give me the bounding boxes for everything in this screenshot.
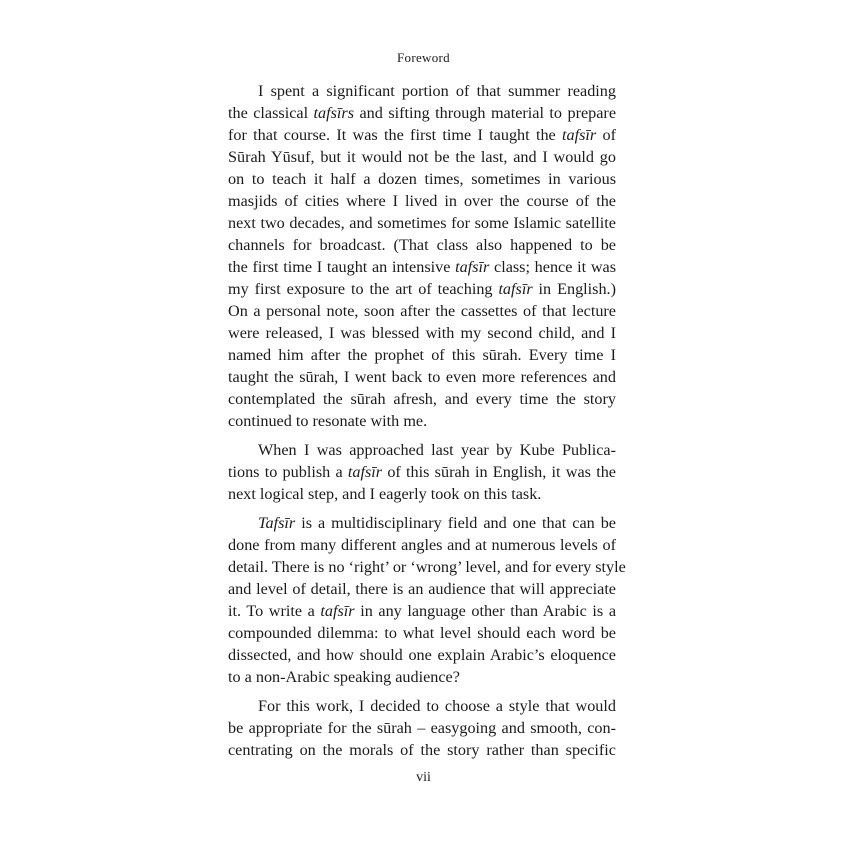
text-line [228,212,616,234]
text-line [228,717,616,739]
text-run: compounded dilemma: to what level should each word be [228,624,616,642]
text-line [228,534,616,556]
text-line [228,124,616,146]
text-run: and level of detail, there is an audience that will appreciate [228,580,616,598]
italic-term: tafsīr [347,463,383,481]
italic-term: Tafsīr [258,514,296,532]
text-run: masjids of cities where I lived in over the course of the [228,192,616,210]
text-run: continued to resonate with me. [228,412,428,430]
text-run: in any language other than Arabic is a [354,602,616,620]
text-run: Sūrah Yūsuf, but it would not be the last, and I would go [228,148,616,166]
text-run: to a non-Arabic speaking audience? [228,668,460,686]
page-number: vii [416,770,431,785]
text-line [228,388,616,410]
text-line [228,695,616,717]
text-run: When I was approached last year by Kube Publica- [258,441,616,459]
running-head: Foreword [397,50,450,65]
text-run: the classical [228,104,314,122]
text-run: class; hence it was [489,258,616,276]
italic-term: tafsīr [498,280,533,298]
text-run: taught the sūrah, I went back to even more references and [228,368,616,386]
text-run: contemplated the sūrah afresh, and every time the story [228,390,616,408]
italic-term: tafsīrs [313,104,355,122]
text-line [228,739,616,761]
text-line [228,512,616,534]
text-run: tions to publish a [228,463,348,481]
text-line [228,190,616,212]
text-run: I spent a significant portion of that summer reading [258,82,616,100]
text-line [228,146,616,168]
text-run: in English.) [532,280,616,298]
text-run: of this sūrah in English, it was the [382,463,616,481]
text-run: For this work, I decided to choose a style that would [258,697,616,715]
text-run: be appropriate for the sūrah – easygoing and smooth, con- [228,719,616,737]
text-line [228,410,616,432]
text-run: next two decades, and sometimes for some Islamic satellite [228,214,616,232]
text-run: for that course. It was the first time I taught the [228,126,563,144]
body-text [228,80,626,768]
text-run: it. To write a [228,602,321,620]
text-run: were released, I was blessed with my second child, and I [228,324,616,342]
text-line [228,366,616,388]
paragraph [228,695,616,761]
text-line [228,278,616,300]
italic-term: tafsīr [455,258,490,276]
text-run: channels for broadcast. (That class also happened to be [228,236,616,254]
text-line [228,168,616,190]
text-line [228,439,616,461]
paragraph [228,80,616,432]
text-line [228,344,616,366]
text-run: named him after the prophet of this sūrah. Every time I [228,346,616,364]
text-run: of [596,126,616,144]
text-line [228,622,616,644]
text-line [228,644,616,666]
text-run: On a personal note, soon after the cassettes of that lecture [228,302,616,320]
text-run: done from many different angles and at numerous levels of [228,536,616,554]
text-run: next logical step, and I eagerly took on this task. [228,485,542,503]
text-line [228,300,616,322]
italic-term: tafsīr [320,602,355,620]
text-run: dissected, and how should one explain Arabic’s eloquence [228,646,616,664]
text-run: detail. There is no ‘right’ or ‘wrong’ level, and for every style [228,558,626,576]
text-line [228,666,616,688]
italic-term: tafsīr [562,126,597,144]
text-line [228,483,616,505]
text-line [228,600,616,622]
text-run: and sifting through material to prepare [354,104,617,122]
text-run: the first time I taught an intensive [228,258,456,276]
text-line [228,461,616,483]
text-line [228,322,616,344]
text-line [228,256,616,278]
text-line [228,556,626,578]
paragraph [228,512,626,688]
text-line [228,102,616,124]
text-run: my first exposure to the art of teaching [228,280,499,298]
text-line [228,234,616,256]
text-run: on to teach it half a dozen times, sometimes in various [228,170,616,188]
text-line [228,80,616,102]
text-line [228,578,616,600]
paragraph [228,439,616,505]
text-run: is a multidisciplinary field and one that can be [295,514,616,532]
text-run: centrating on the morals of the story rather than specific [228,741,616,759]
